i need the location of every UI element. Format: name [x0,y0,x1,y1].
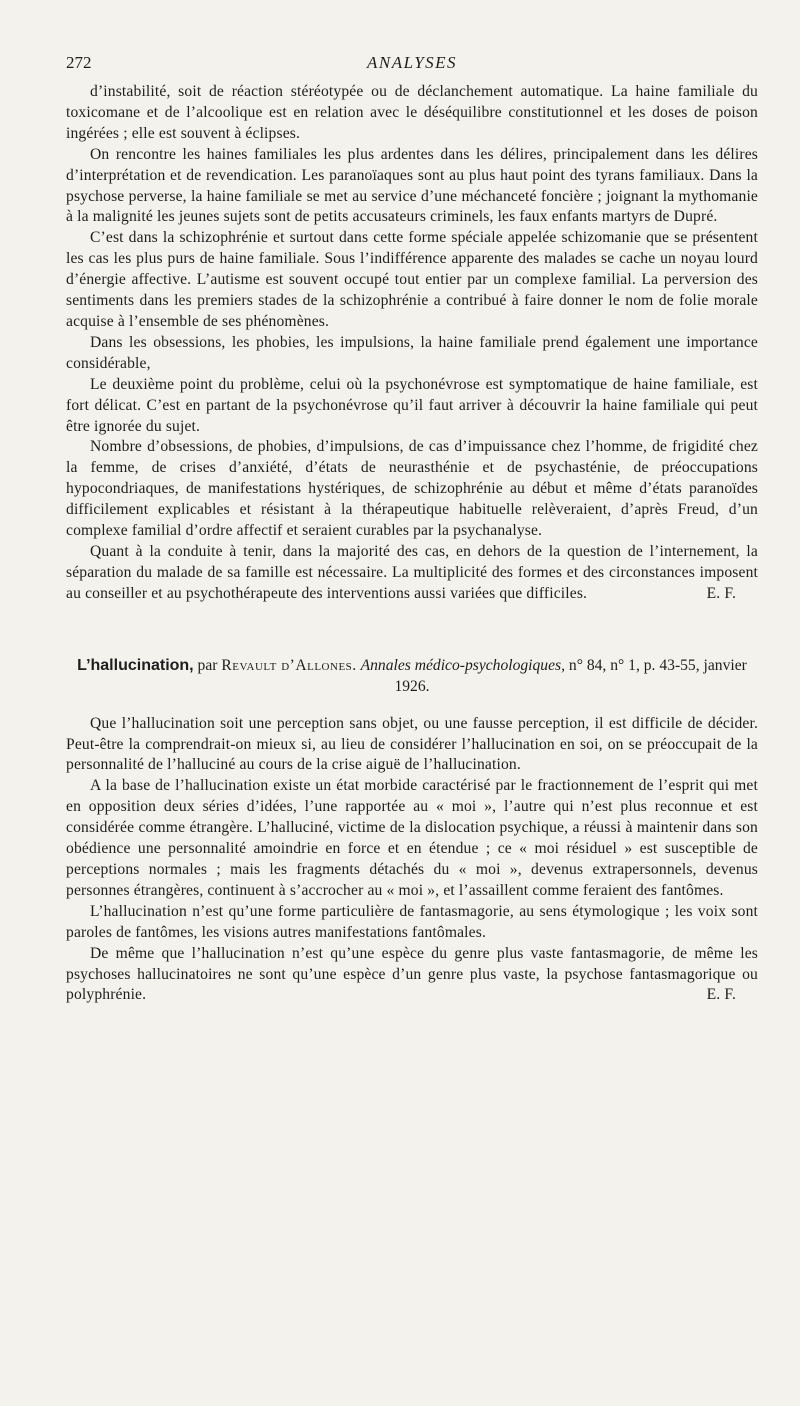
paragraph: d’instabilité, soit de réaction stéréotypée ou de déclanchement automatique. La haine familiale du toxicomane et de l’alcoolique est en relation avec le déséquilibre constitutionnel et les doses de poison ingérées ; elle est souvent à éclipses. [66,83,758,142]
paragraph-text: Quant à la conduite à tenir, dans la majorité des cas, en dehors de la question de l’internement, la séparation du malade de sa famille est nécessaire. La multiplicité des formes et des circonstances imposent au conseiller et au psychothérapeute des interventions aussi variées que difficiles. [66,542,758,602]
paragraph-text: De même que l’hallucination n’est qu’une espèce du genre plus vaste fantasmagorie, de même les psychoses hallucinatoires ne sont qu’une espèce d’un genre plus vaste, la psychose fantasmagorique ou polyphrénie. [66,944,758,1004]
paragraph: A la base de l’hallucination existe un état morbide caractérisé par le fractionnement de l’esprit qui met en opposition deux séries d’idées, l’une rapportée au « moi », l’autre qui n’est plus reconnue et est considérée comme étrangère. L’halluciné, victime de la dislocation psychique, a réussi à maintenir dans son obédience une personnalité amoindrie en force et en étendue ; ce « moi résiduel » est susceptible de perceptions normales ; mais les fragments détachés du « moi », devenus extrapersonnels, devenus personnes étrangères, continuent à s’accrocher au « moi », et l’assaillent comme feraient des fantômes. [66,777,758,899]
paragraph: On rencontre les haines familiales les plus ardentes dans les délires, principalement dans les délires d’interprétation et de revendication. Les paranoïaques sont au plus haut point des tyrans familiaux. Dans la psychose perverse, la haine familiale se met au service d’une méchanceté foncière ; joignant la mythomanie à la malignité les jeunes sujets sont de petits accusateurs criminels, les faux enfants martyrs de Dupré. [66,145,758,226]
paragraph: Le deuxième point du problème, celui où la psychonévrose est symptomatique de haine familiale, est fort délicat. C’est en partant de la psychonévrose qu’il faut arriver à découvrir la haine familiale qui peut être ignorée du sujet. [66,375,758,435]
review-hallucination [66,655,758,1007]
paragraph: Nombre d’obsessions, de phobies, d’impulsions, de cas d’impuissance chez l’homme, de frigidité chez la femme, de crises d’anxiété, d’états de neurasthénie et de psychasténie, de préoccupations hypocondriaques, de manifestations hystériques, de schizophrénie au début et même d’états paranoïdes difficilement explicables et résistant à la thérapeutique habituelle relèveraient, d’après Freud, d’un complexe familial d’ordre affectif et seraient curables par la psychanalyse. [66,438,758,540]
review-citation: n° 84, n° 1, p. 43-55, janvier 1926. [394,656,747,695]
review-title: L’hallucination, [77,656,194,674]
review-author: Revault d’Allones. [221,656,357,674]
review-signature: E. F. [706,986,736,1004]
paragraph [66,542,758,605]
running-title: ANALYSES [366,53,458,72]
paragraph: L’hallucination n’est qu’une forme particulière de fantasmagorie, au sens étymologique ; les voix sont paroles de fantômes, les visions autres manifestations fantômales. [66,902,758,941]
review-haine-familiale [66,82,758,605]
review-by: par [197,656,218,674]
paragraph: Dans les obsessions, les phobies, les impulsions, la haine familiale prend également une importance considérable, [66,333,758,372]
page-number: 272 [66,53,92,72]
review-heading [66,655,758,697]
running-head [66,52,758,82]
review-journal: Annales médico-psychologiques, [360,656,565,674]
review-body [66,714,758,1007]
paragraph [66,944,758,1007]
paragraph: C’est dans la schizophrénie et surtout dans cette forme spéciale appelée schizomanie que se présentent les cas les plus purs de haine familiale. Sous l’indifférence apparente des malades se cache un noyau lourd d’énergie affective. L’autisme est souvent occupé tout entier par un complexe familial. La perversion des sentiments dans les premiers stades de la schizophrénie a contribué à faire donner le nom de folie morale acquise à l’ensemble de ses phénomènes. [66,229,758,330]
review-signature: E. F. [706,584,736,602]
paragraph: Que l’hallucination soit une perception sans objet, ou une fausse perception, il est difficile de décider. Peut-être la comprendrait-on mieux si, au lieu de considérer l’hallucination en soi, on se préoccupait de la personnalité de l’halluciné au cours de la crise aiguë de l’hallucination. [66,714,758,774]
